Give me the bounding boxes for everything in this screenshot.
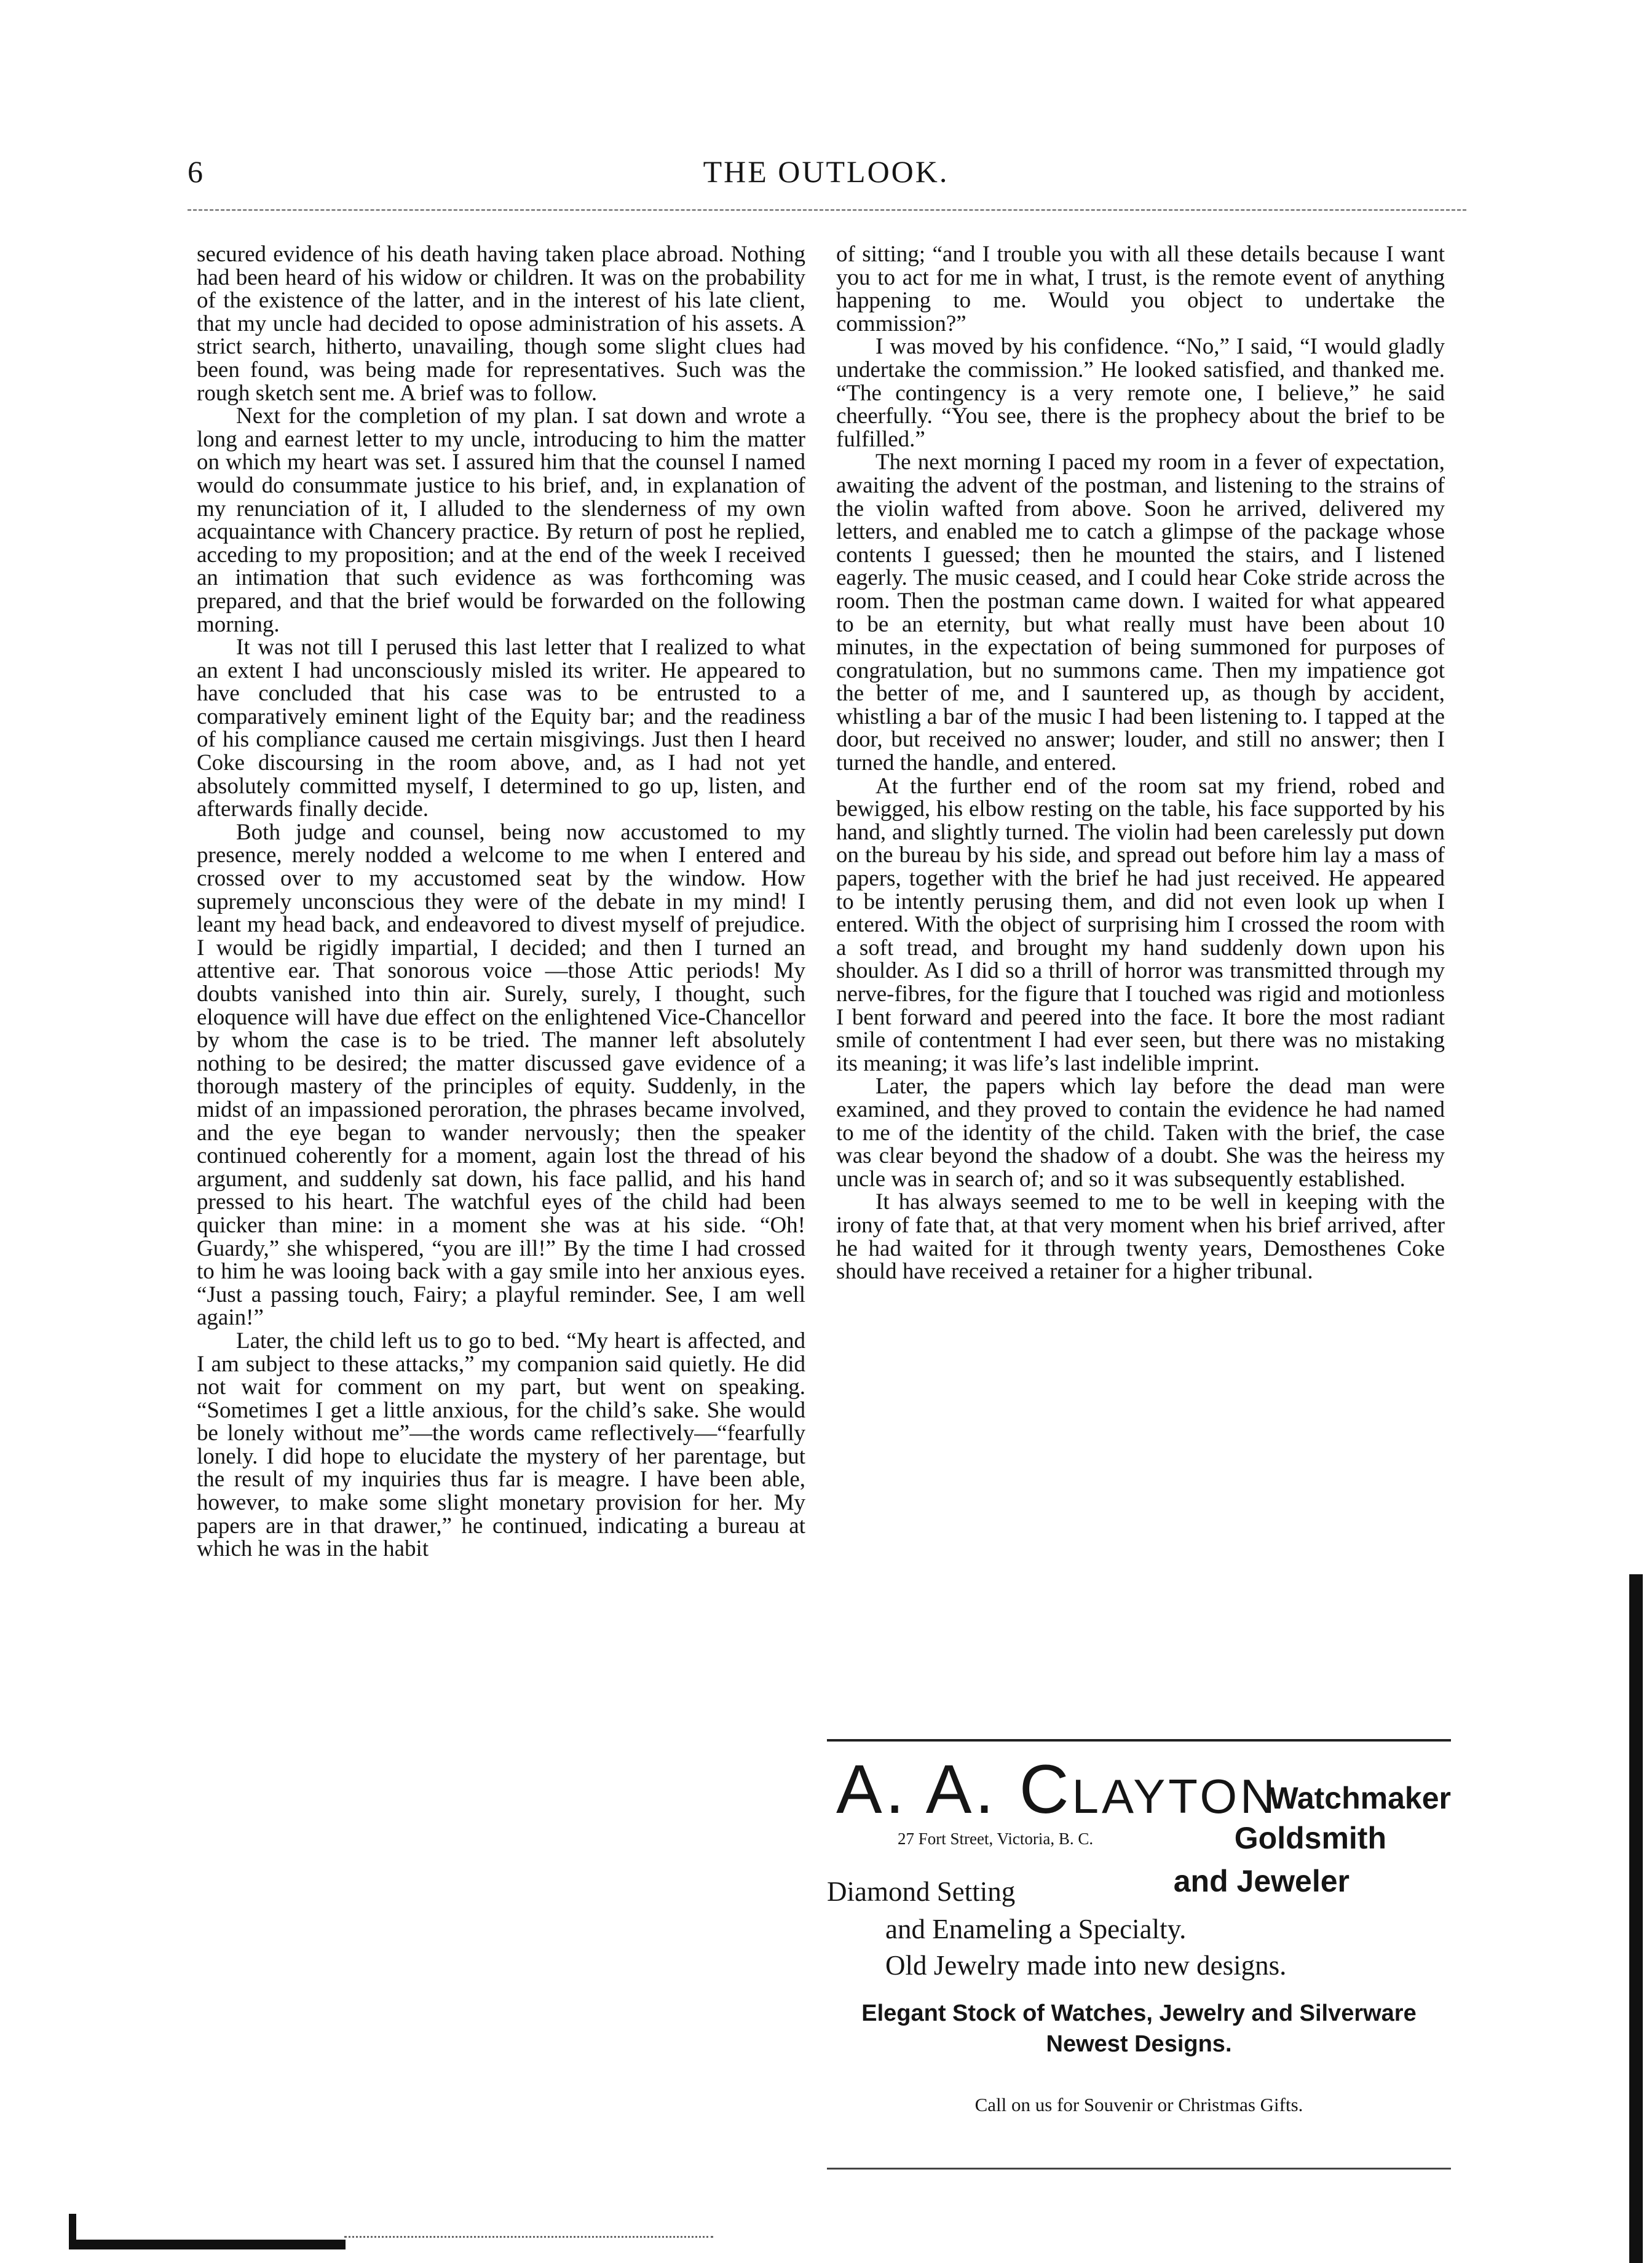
paragraph: Both judge and counsel, being now accustomed to my presence, merely nodded a welcome to me when I entered and crossed over to my accustomed seat by the window. How supremely unconscious they were of the debate in my mind! I leant my head back, and endeavored to divest myself of prejudice. I would be rigidly impartial, I decided; and then I turned an attentive ear. That sonorous voice —those Attic periods! My doubts vanished into thin air. Surely, surely, I thought, such eloquence will have due effect on the enlightened Vice-Chancellor by whom the case is to be tried. The manner left absolutely nothing to be desired; the matter discussed gave evidence of a thorough mastery of the principles of equity. Suddenly, in the midst of an impassioned peroration, the phrases became involved, and the eye began to wander nervously; then the speaker continued coherently for a moment, again lost the thread of his argument, and suddenly sat down, his face pallid, and his hand pressed to his heart. The watchful eyes of the child had been quicker than mine: in a moment she was at his side. “Oh! Guardy,” she whispered, “you are ill!” By the time I had crossed to him he was looing back with a gay smile into her anxious eyes. “Just a passing touch, Fairy; a playful reminder. See, I am well again!”: [197, 819, 805, 1331]
advertisement-top-rule: [827, 1739, 1451, 1742]
newest-designs-line: Newest Designs.: [1046, 2031, 1232, 2057]
call-to-action: Call on us for Souvenir or Christmas Gifts.: [974, 2094, 1303, 2115]
advertiser-name: A. A. Clayton: [836, 1751, 1278, 1828]
specialty-line: and Enameling a Specialty.: [885, 1914, 1187, 1944]
page-number: 6: [188, 154, 203, 189]
paragraph: Later, the papers which lay before the dead man were examined, and they proved to contain the evidence he had named to me of the identity of the child. Taken with the brief, the case was clear beyond the shadow of a doubt. She was the heiress my uncle was in search of; and so it was subsequently established.: [836, 1074, 1445, 1192]
paragraph: It has always seemed to me to be well in keeping with the irony of fate that, at that very moment when his brief arrived, after he had waited for it through twenty years, Demosthenes Coke should have received a retainer for a higher tribunal.: [836, 1189, 1445, 1285]
trade-goldsmith: Goldsmith: [1234, 1821, 1386, 1855]
advertisement-bottom-rule: [827, 2168, 1451, 2170]
left-column: [197, 243, 805, 1561]
trade-jeweler: and Jeweler: [1173, 1864, 1350, 1898]
paragraph: The next morning I paced my room in a fever of expectation, awaiting the advent of the postman, and listening to the strains of the violin wafted from above. Soon he arrived, delivered my letters, and enabled me to catch a glimpse of the package whose contents I guessed; then he mounted the stairs, and I listened eagerly. The music ceased, and I could hear Coke stride across the room. Then the postman came down. I waited for what appeared to be an eternity, but what really must have been about 10 minutes, in the expectation of being summoned for purposes of congratulation, but no summons came. Then my impatience got the better of me, and I sauntered up, as though by accident, whistling a bar of the music I had been listening to. I tapped at the door, but received no answer; louder, and still no answer; then I turned the handle, and entered.: [836, 450, 1445, 776]
paragraph: It was not till I perused this last letter that I realized to what an extent I had unconsciously misled its writer. He appeared to have concluded that his case was to be entrusted to a comparatively eminent light of the Equity bar; and the readiness of his compliance caused me certain misgivings. Just then I heard Coke discoursing in the room above, and, as I had not yet absolutely committed myself, I determined to go up, listen, and afterwards finally decide.: [197, 635, 805, 822]
specialty-line: Diamond Setting: [827, 1876, 1016, 1907]
trade-watchmaker: Watchmaker: [1269, 1781, 1451, 1815]
stock-line: Elegant Stock of Watches, Jewelry and Silverware: [861, 2000, 1417, 2026]
specialty-line: Old Jewelry made into new designs.: [885, 1950, 1287, 1981]
footer-rule: [344, 2236, 713, 2238]
advertiser-address: 27 Fort Street, Victoria, B. C.: [898, 1829, 1094, 1848]
paragraph: of sitting; “and I trouble you with all these details because I want you to act for me in what, I trust, is the remote event of anything happening to me. Would you object to undertake the commission?”: [836, 242, 1445, 336]
clayton-advertisement: [827, 1743, 1451, 2162]
running-title: THE OUTLOOK.: [703, 154, 949, 189]
page-header: [0, 154, 1652, 203]
scan-edge-bar-bottom: [69, 2240, 346, 2249]
paragraph: I was moved by his confidence. “No,” I said, “I would gladly undertake the commission.” He looked satisfied, and thanked me. “The contingency is a very remote one, I believe,” he said cheerfully. “You see, there is the prophecy about the brief to be fulfilled.”: [836, 334, 1445, 452]
header-rule: [188, 209, 1466, 211]
scan-edge-bar-right: [1629, 1574, 1643, 2263]
paragraph: secured evidence of his death having taken place abroad. Nothing had been heard of his widow or children. It was on the probability of the existence of the latter, and in the interest of his late client, that my uncle had decided to opose administration of his assets. A strict search, hitherto, unavailing, though some slight clues had been found, was being made for representatives. Such was the rough sketch sent me. A brief was to follow.: [197, 242, 805, 406]
paragraph: At the further end of the room sat my friend, robed and bewigged, his elbow resting on the table, his face supported by his hand, and slightly turned. The violin had been carelessly put down on the bureau by his side, and spread out before him lay a mass of papers, together with the brief he had just received. He appeared to be intently perusing them, and did not even look up when I entered. With the object of surprising him I crossed the room with a soft tread, and brought my hand suddenly down upon his shoulder. As I did so a thrill of horror was transmitted through my nerve-fibres, for the figure that I touched was rigid and motionless I bent forward and peered into the face. It bore the most radiant smile of contentment I had ever seen, but there was no mistaking its meaning; it was life’s last indelible imprint.: [836, 773, 1445, 1076]
paragraph: Later, the child left us to go to bed. “My heart is affected, and I am subject to these attacks,” my companion said quietly. He did not wait for comment on my part, but went on speaking. “Sometimes I get a little anxious, for the child’s sake. She would be lonely without me”—the words came reflectively—“fearfully lonely. I did hope to elucidate the mystery of her parentage, but the result of my inquiries thus far is meagre. I have been able, however, to make some slight monetary provision for her. My papers are in that drawer,” he continued, indicating a bureau at which he was in the habit: [197, 1328, 805, 1562]
paragraph: Next for the completion of my plan. I sat down and wrote a long and earnest letter to my uncle, introducing to him the matter on which my heart was set. I assured him that the counsel I named would do consummate justice to his brief, and, in explanation of my renunciation of it, I alluded to the slenderness of my own acquaintance with Chancery practice. By return of post he replied, acceding to my proposition; and at the end of the week I received an intimation that such evidence as was forthcoming was prepared, and that the brief would be forwarded on the following morning.: [197, 403, 805, 637]
right-column: [836, 243, 1445, 1283]
